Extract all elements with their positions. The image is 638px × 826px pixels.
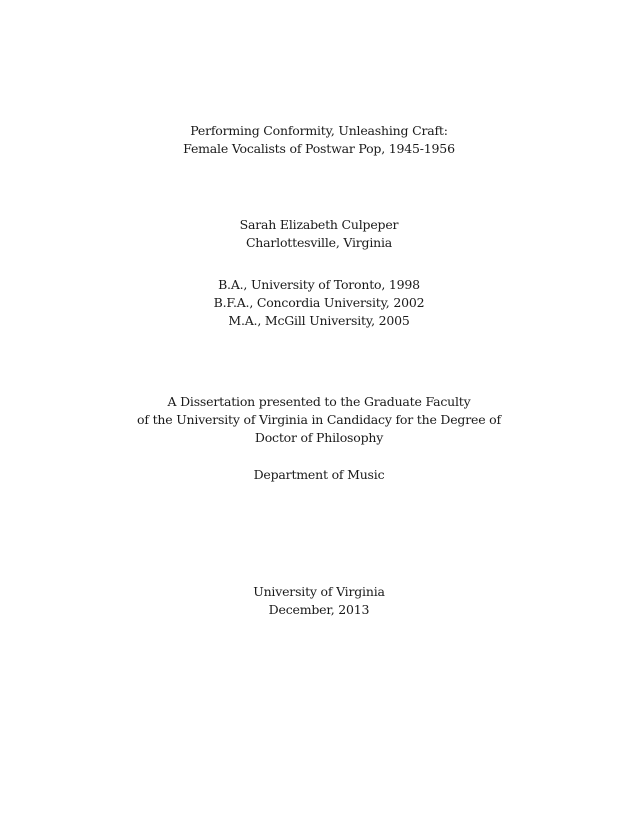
dissertation-line-3: Doctor of Philosophy — [254, 430, 384, 445]
dissertation-line-1: A Dissertation presented to the Graduate Faculty — [167, 394, 471, 409]
prior-degrees — [0, 276, 638, 330]
dissertation-title — [0, 122, 638, 158]
author-info — [0, 216, 638, 252]
author-location: Charlottesville, Virginia — [245, 235, 393, 250]
department — [0, 466, 638, 484]
institution-info — [0, 583, 638, 619]
institution-name: University of Virginia — [253, 584, 385, 599]
degree-bfa: B.F.A., Concordia University, 2002 — [213, 295, 425, 310]
author-name: Sarah Elizabeth Culpeper — [239, 217, 399, 232]
dissertation-statement — [0, 393, 638, 447]
department-name: Department of Music — [253, 467, 385, 482]
title-line-2: Female Vocalists of Postwar Pop, 1945-1956 — [183, 141, 455, 156]
degree-ba: B.A., University of Toronto, 1998 — [218, 277, 420, 292]
degree-ma: M.A., McGill University, 2005 — [228, 313, 410, 328]
title-line-1: Performing Conformity, Unleashing Craft: — [190, 123, 448, 138]
dissertation-line-2: of the University of Virginia in Candidacy for the Degree of — [137, 412, 501, 427]
submission-date: December, 2013 — [268, 602, 370, 617]
